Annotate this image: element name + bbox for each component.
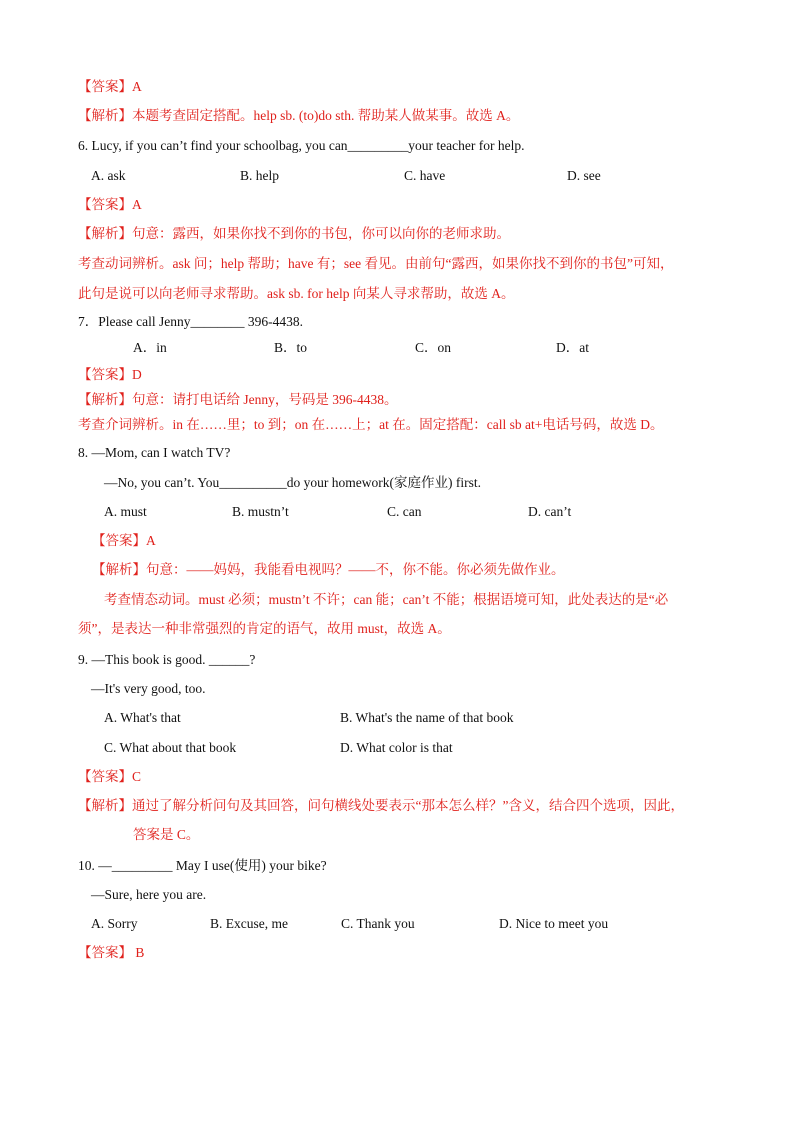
- q10-option-c: C. Thank you: [341, 916, 415, 931]
- q6-option-d: D. see: [567, 168, 601, 183]
- q7-option-d: D．at: [556, 340, 589, 355]
- q7-analysis-2: 考查介词辨析。in 在……里；to 到；on 在……上；at 在。固定搭配：call sb at+电话号码，故选 D。: [78, 417, 664, 432]
- q10-stem-2: —Sure, here you are.: [91, 887, 207, 902]
- q10-answer: 【答案】 B: [78, 945, 145, 960]
- q8-stem-2: —No, you can’t. You__________do your homework(家庭作业) first.: [104, 475, 481, 490]
- q6-option-a: A. ask: [91, 168, 126, 183]
- q9-option-c: C. What about that book: [104, 740, 237, 755]
- q9-option-d: D. What color is that: [340, 740, 453, 755]
- q9-stem-2: —It's very good, too.: [91, 681, 206, 696]
- q6-analysis-1: 【解析】句意：露西，如果你找不到你的书包，你可以向你的老师求助。: [78, 226, 510, 241]
- q7-answer: 【答案】D: [78, 367, 142, 382]
- q8-stem: 8. —Mom, can I watch TV?: [78, 445, 231, 460]
- q10-option-a: A. Sorry: [91, 916, 138, 931]
- q8-option-d: D. can’t: [528, 504, 572, 519]
- q9-analysis-2: 答案是 C。: [133, 827, 200, 842]
- q6-answer: 【答案】A: [78, 197, 142, 212]
- q8-analysis-2: 考查情态动词。must 必须；mustn’t 不许；can 能；can’t 不能；根据语境可知，此处表达的是“必: [104, 592, 669, 607]
- q7-option-a: A．in: [133, 340, 167, 355]
- q7-option-c: C．on: [415, 340, 452, 355]
- q8-option-c: C. can: [387, 504, 422, 519]
- q6-analysis-3: 此句是说可以向老师寻求帮助。ask sb. for help 向某人寻求帮助，故选 A。: [78, 286, 515, 301]
- q7-option-b: B．to: [274, 340, 308, 355]
- q10-option-d: D. Nice to meet you: [499, 916, 609, 931]
- q7-analysis-1: 【解析】句意：请打电话给 Jenny，号码是 396-4438。: [78, 392, 398, 407]
- q6-option-b: B. help: [240, 168, 279, 183]
- q8-option-b: B. mustn’t: [232, 504, 289, 519]
- q5-answer: 【答案】A: [78, 79, 142, 94]
- q10-option-b: B. Excuse, me: [210, 916, 288, 931]
- q9-answer: 【答案】C: [78, 769, 142, 784]
- q8-analysis-1: 【解析】句意：——妈妈，我能看电视吗？——不，你不能。你必须先做作业。: [92, 562, 565, 577]
- q7-stem: 7．Please call Jenny________ 396-4438.: [78, 314, 303, 329]
- q6-analysis-2: 考查动词辨析。ask 问；help 帮助；have 有；see 看见。由前句“露西，如果你找不到你的书包”可知，: [78, 256, 674, 271]
- q9-option-a: A. What's that: [104, 710, 181, 725]
- q8-answer: 【答案】A: [92, 533, 156, 548]
- q8-analysis-3: 须”，是表达一种非常强烈的肯定的语气，故用 must，故选 A。: [78, 621, 451, 636]
- q9-option-b: B. What's the name of that book: [340, 710, 514, 725]
- q5-analysis: 【解析】本题考查固定搭配。help sb. (to)do sth. 帮助某人做某事。故选 A。: [78, 108, 520, 123]
- q9-stem: 9. —This book is good. ______?: [78, 652, 256, 667]
- q9-analysis-1: 【解析】通过了解分析问句及其回答，问句横线处要表示“那本怎么样？”含义，结合四个选项，因此，: [78, 798, 684, 813]
- q6-option-c: C. have: [404, 168, 446, 183]
- q8-option-a: A. must: [104, 504, 147, 519]
- q6-stem: 6. Lucy, if you can’t find your schoolbag, you can_________your teacher for help.: [78, 138, 525, 153]
- q10-stem: 10. —_________ May I use(使用) your bike?: [78, 858, 327, 873]
